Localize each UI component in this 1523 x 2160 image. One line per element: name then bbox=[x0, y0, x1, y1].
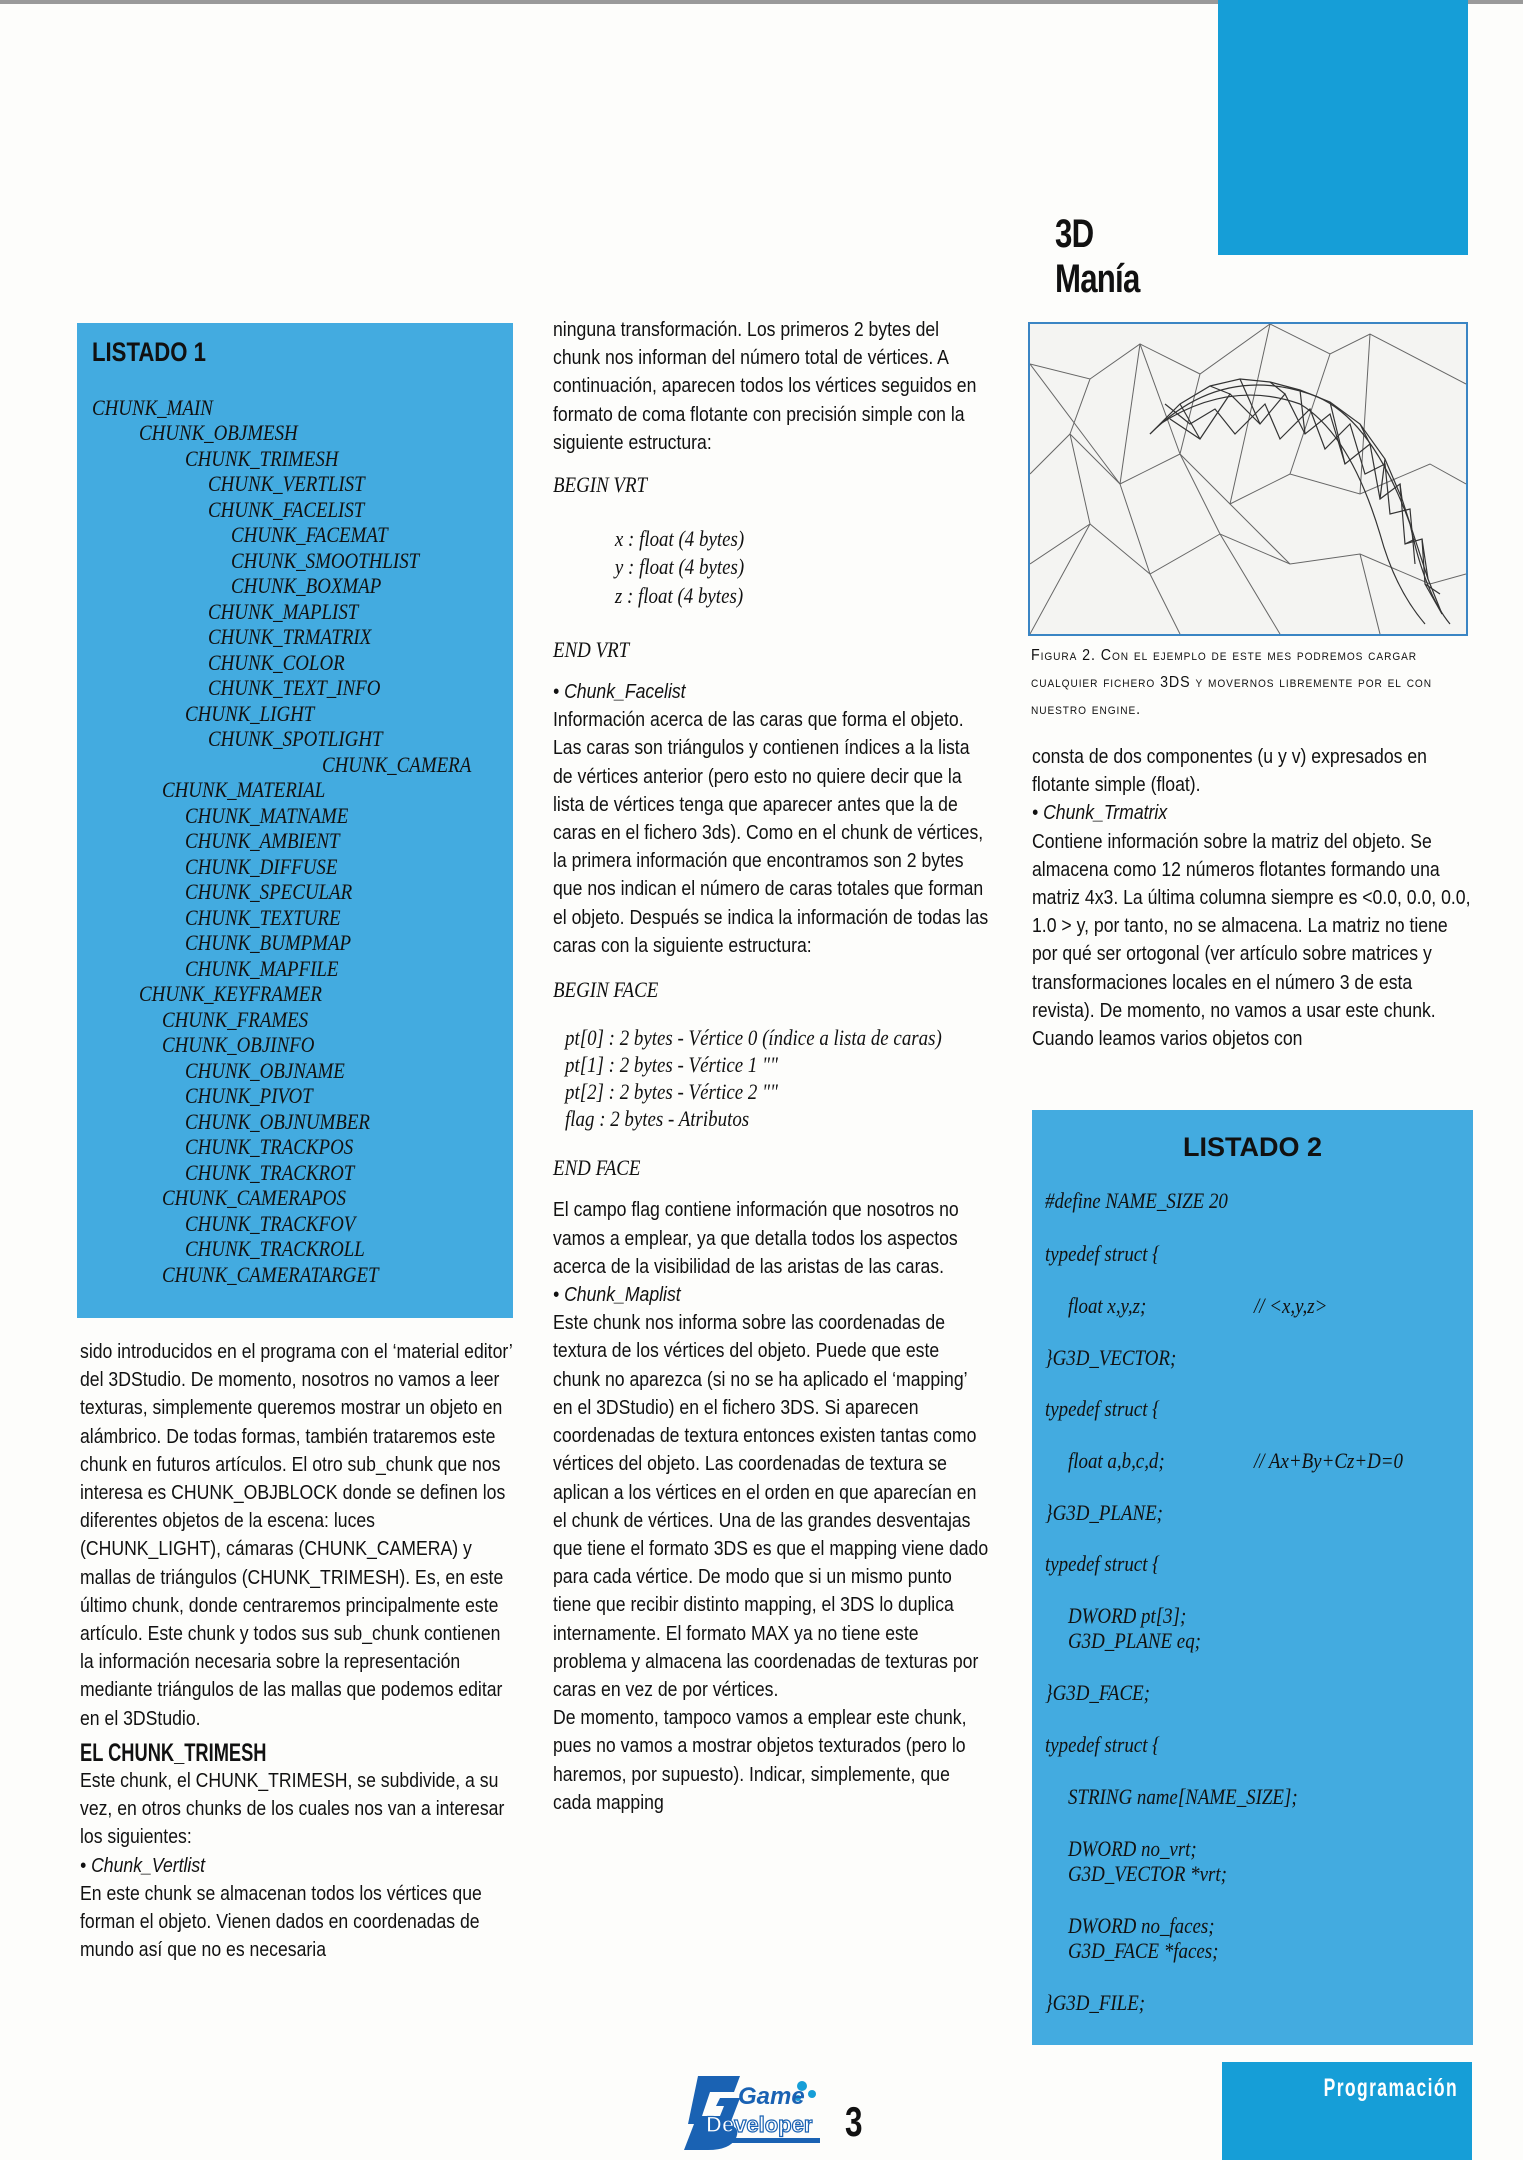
listing-2-line: DWORD pt[3]; bbox=[1068, 1603, 1187, 1628]
col2-paragraph: ninguna transformación. Los primeros 2 bytes del chunk nos informan del número total de vértices. A continuación, aparecen todos los vértices seguidos en formato de coma flotante con precisión simple con la siguiente estructura: bbox=[553, 318, 977, 454]
listing-1-item: CHUNK_OBJNUMBER bbox=[185, 1109, 370, 1134]
col2-paragraph: De momento, tampoco vamos a emplear este chunk, pues no vamos a mostrar objetos texturados (pero lo haremos, por supuesto). Indicar, simplemente, que cada mapping bbox=[553, 1706, 967, 1814]
code-begin-vrt: BEGIN VRT bbox=[553, 472, 648, 498]
listing-2-title: LISTADO 2 bbox=[1182, 1132, 1322, 1162]
page-number: 3 bbox=[845, 2098, 863, 2145]
col3-paragraph: consta de dos componentes (u y v) expresados en flotante simple (float). bbox=[1032, 745, 1427, 797]
footer-section-label: Programación bbox=[1323, 2074, 1458, 2102]
listing-1-item: CHUNK_TEXTURE bbox=[185, 905, 341, 930]
listing-1-item: CHUNK_TEXT_INFO bbox=[208, 675, 381, 700]
col1-paragraph: sido introducidos en el programa con el ‘material editor’ del 3DStudio. De momento, nosotros no vamos a leer texturas, simplemente queremos mostrar un objeto en alámbrico. De todas formas, también trataremos este chunk en futuros artículos. El otro sub_chunk que nos interesa es CHUNK_OBJBLOCK donde se definen los diferentes objetos de la escena: luces (CHUNK_LIGHT), cámaras (CHUNK_CAMERA) y mallas de triángulos (CHUNK_TRIMESH). Es, en este último chunk, donde centraremos principalmente este artículo. Este chunk y todos sus sub_chunk contienen la información necesaria sobre la representación mediante triángulos de las mallas que podemos editar en el 3DStudio. bbox=[80, 1340, 513, 1730]
listing-1-item: CHUNK_SMOOTHLIST bbox=[231, 548, 420, 573]
listing-1-item: CHUNK_TRACKROT bbox=[185, 1160, 355, 1185]
listing-2-line: #define NAME_SIZE 20 bbox=[1045, 1188, 1228, 1213]
listing-2-line: }G3D_PLANE; bbox=[1045, 1500, 1163, 1525]
column-1-text bbox=[80, 1338, 520, 1964]
listing-1-title: LISTADO 1 bbox=[92, 337, 206, 367]
wireframe-mesh-image bbox=[1030, 324, 1466, 634]
listing-1-item: CHUNK_FACEMAT bbox=[231, 522, 388, 547]
wireframe-figure bbox=[1028, 322, 1468, 636]
col1-paragraph: Este chunk, el CHUNK_TRIMESH, se subdivide, a su vez, en otros chunks de los cuales nos van a interesar los siguientes: bbox=[80, 1769, 505, 1849]
listing-2-box bbox=[1032, 1110, 1473, 2045]
listing-2-line: }G3D_FACE; bbox=[1045, 1680, 1150, 1705]
listing-1-item: CHUNK_DIFFUSE bbox=[185, 854, 338, 879]
listing-1-item: CHUNK_SPECULAR bbox=[185, 879, 353, 904]
listing-1-item: CHUNK_MAPLIST bbox=[208, 599, 359, 624]
listing-1-item: CHUNK_TRACKROLL bbox=[185, 1236, 365, 1261]
listing-2-line: typedef struct { bbox=[1045, 1551, 1160, 1576]
listing-1-item: CHUNK_KEYFRAMER bbox=[139, 981, 322, 1006]
listing-1-item: CHUNK_AMBIENT bbox=[185, 828, 340, 853]
listing-1-item: CHUNK_VERTLIST bbox=[208, 471, 365, 496]
listing-2-line: float x,y,z; bbox=[1068, 1293, 1147, 1318]
listing-1-item: CHUNK_TRACKFOV bbox=[185, 1211, 356, 1236]
code-line: pt[2] : 2 bytes - Vértice 2 "" bbox=[565, 1079, 778, 1105]
header-color-block bbox=[1218, 0, 1468, 255]
listing-2-line: // <x,y,z> bbox=[1254, 1293, 1328, 1318]
code-line: x : float (4 bytes) bbox=[614, 526, 745, 552]
listing-1-item: CHUNK_CAMERATARGET bbox=[162, 1262, 379, 1287]
listing-1-item: CHUNK_BOXMAP bbox=[231, 573, 382, 598]
listing-1-item: CHUNK_OBJINFO bbox=[162, 1032, 315, 1057]
listing-1-item: CHUNK_PIVOT bbox=[185, 1083, 313, 1108]
col2-paragraph: El campo flag contiene información que nosotros no vamos a emplear, ya que detalla todos los aspectos acerca de la visibilidad de las aristas de las caras. bbox=[553, 1198, 959, 1278]
code-line: y : float (4 bytes) bbox=[614, 554, 745, 580]
listing-1-item: CHUNK_CAMERA bbox=[322, 752, 472, 777]
listing-1-item: CHUNK_OBJNAME bbox=[185, 1058, 345, 1083]
code-line: pt[1] : 2 bytes - Vértice 1 "" bbox=[565, 1052, 778, 1078]
listing-1-item: CHUNK_MAIN bbox=[92, 395, 213, 420]
figure-caption: Figura 2. Con el ejemplo de este mes podremos cargar cualquier fichero 3DS y movernos libremente por el con nuestro engine. bbox=[1031, 647, 1432, 718]
listing-2-line: }G3D_FILE; bbox=[1045, 1990, 1146, 2015]
listing-1-item: CHUNK_FRAMES bbox=[162, 1007, 309, 1032]
section-title: 3D Manía bbox=[1055, 212, 1140, 301]
code-begin-face: BEGIN FACE bbox=[553, 977, 659, 1003]
col3-paragraph: Contiene información sobre la matriz del objeto. Se almacena como 12 números flotantes formando una matriz 4x3. La última columna siempre es <0.0, 0.0, 0.0, 1.0 > y, por tanto, no se almacena. La matriz no tiene por qué ser ortogonal (ver artículo sobre matrices y transformaciones locales en el número 3 de esta revista). De momento, no vamos a usar este chunk. Cuando leamos varios objetos con bbox=[1032, 829, 1471, 1051]
column-3-text bbox=[1032, 743, 1472, 1053]
col1-paragraph: En este chunk se almacenan todos los vértices que forman el objeto. Vienen dados en coordenadas de mundo así que no es necesaria bbox=[80, 1881, 482, 1962]
col2-paragraph: Este chunk nos informa sobre las coordenadas de textura de los vértices del objeto. Puede que este chunk no aparezca (si no se ha aplicado el ‘mapping’ en el 3DStudio) en el fichero 3DS. Si aparecen coordenadas de textura entonces existen tantas como vértices del objeto. Las coordenadas de textura se aplican a los vértices en el orden en que aparecían en el chunk de vértices. Una de las grandes desventajas que tiene el formato 3DS es que el mapping viene dado para cada vértice. De modo que si un mismo punto tiene que recibir distinto mapping, el 3DS lo duplica internamente. El formato MAX ya no tiene este problema y almacena las coordenadas de texturas por caras en vez de por vértices. bbox=[553, 1311, 989, 1701]
listing-1-item: CHUNK_FACELIST bbox=[208, 497, 365, 522]
listing-2-line: }G3D_VECTOR; bbox=[1045, 1345, 1177, 1370]
listing-2-line: typedef struct { bbox=[1045, 1241, 1160, 1266]
col3-bullet: • Chunk_Trmatrix bbox=[1032, 801, 1168, 825]
listing-1-item: CHUNK_BUMPMAP bbox=[185, 930, 352, 955]
col2-paragraph: Información acerca de las caras que forma el objeto. Las caras son triángulos y contienen índices a la lista de vértices anterior (pero esto no quiere decir que la lista de vértices tenga que aparecer antes que la de caras en el fichero 3ds). Como en el chunk de vértices, la primera información que encontramos son 2 bytes que nos indican el número de caras totales que forman el objeto. Después se indica la información de todas las caras con la siguiente estructura: bbox=[553, 708, 989, 957]
listing-2-line: // Ax+By+Cz+D=0 bbox=[1254, 1448, 1403, 1473]
listing-1-item: CHUNK_LIGHT bbox=[185, 701, 315, 726]
listing-2-line: DWORD no_faces; bbox=[1068, 1913, 1215, 1938]
listing-1-item: CHUNK_OBJMESH bbox=[139, 420, 298, 445]
game-developer-logo bbox=[680, 2072, 830, 2152]
code-end-face: END FACE bbox=[553, 1155, 641, 1181]
column-2-text bbox=[553, 316, 993, 1817]
listing-2-line: G3D_VECTOR *vrt; bbox=[1068, 1861, 1227, 1886]
listing-1-item: CHUNK_TRIMESH bbox=[185, 446, 339, 471]
listing-1-item: CHUNK_SPOTLIGHT bbox=[208, 726, 383, 751]
listing-1-item: CHUNK_CAMERAPOS bbox=[162, 1185, 346, 1210]
listing-1-item: CHUNK_COLOR bbox=[208, 650, 345, 675]
listing-2-line: typedef struct { bbox=[1045, 1396, 1160, 1421]
listing-1-item: CHUNK_TRACKPOS bbox=[185, 1134, 354, 1159]
listing-1-item: CHUNK_TRMATRIX bbox=[208, 624, 372, 649]
listing-2-line: G3D_PLANE eq; bbox=[1068, 1628, 1201, 1653]
col2-bullet: • Chunk_Maplist bbox=[553, 1283, 681, 1307]
listing-2-line: float a,b,c,d; bbox=[1068, 1448, 1165, 1473]
code-end-vrt: END VRT bbox=[553, 636, 630, 662]
code-line: pt[0] : 2 bytes - Vértice 0 (índice a lista de caras) bbox=[565, 1025, 942, 1051]
col1-bullet: • Chunk_Vertlist bbox=[80, 1853, 206, 1877]
listing-2-line: typedef struct { bbox=[1045, 1732, 1160, 1757]
listing-2-line: DWORD no_vrt; bbox=[1068, 1836, 1197, 1861]
listing-2-line: G3D_FACE *faces; bbox=[1068, 1938, 1219, 1963]
listing-2-line: STRING name[NAME_SIZE]; bbox=[1068, 1784, 1298, 1809]
listing-1-item: CHUNK_MATERIAL bbox=[162, 777, 326, 802]
logo-text-developer: Developer bbox=[706, 2112, 813, 2137]
section-heading: EL CHUNK_TRIMESH bbox=[80, 1738, 267, 1767]
code-line: flag : 2 bytes - Atributos bbox=[565, 1106, 750, 1132]
code-line: z : float (4 bytes) bbox=[614, 582, 744, 608]
listing-1-box bbox=[77, 323, 513, 1318]
logo-text-game: Game bbox=[738, 2083, 805, 2110]
col2-bullet: • Chunk_Facelist bbox=[553, 680, 686, 704]
listing-1-item: CHUNK_MATNAME bbox=[185, 803, 349, 828]
footer-section-bar bbox=[1222, 2062, 1472, 2160]
listing-1-item: CHUNK_MAPFILE bbox=[185, 956, 339, 981]
